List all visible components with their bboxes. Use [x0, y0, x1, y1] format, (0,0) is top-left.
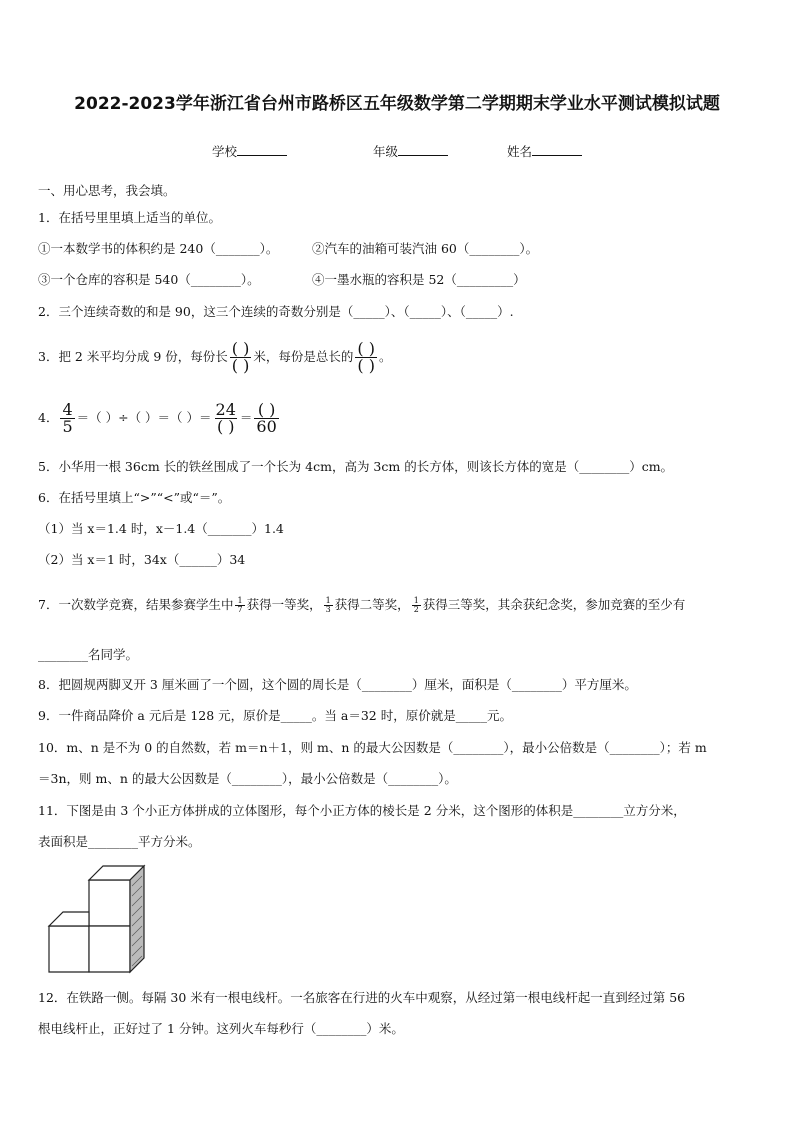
q3 — [38, 337, 391, 377]
page-title: 2022-2023学年浙江省台州市路桥区五年级数学第二学期期末学业水平测试模拟试题 — [74, 94, 720, 114]
q10-line-2: ＝3n，则 m、n 的最大公因数是（________），最小公倍数是（________）。 — [38, 771, 457, 786]
q3-text-pre: 3．把 2 米平均分成 9 份，每份长 — [38, 349, 228, 364]
q7-text-2: 获得一等奖， — [246, 597, 322, 612]
q4-equation: ＝（ ）÷（ ）＝（ ）＝ — [76, 410, 212, 425]
q7-fraction-3 — [412, 597, 421, 614]
q7-f3-numerator: 1 — [413, 595, 419, 605]
q4-fraction-3 — [254, 399, 278, 436]
q7-fraction-1 — [235, 597, 244, 614]
q7-f3-denominator: 2 — [413, 604, 419, 614]
q4-fraction-2 — [214, 399, 238, 436]
q7-f2-numerator: 1 — [325, 595, 331, 605]
q1-stem: 1．在括号里里填上适当的单位。 — [38, 210, 221, 225]
school-field — [212, 143, 287, 160]
q3-blank-denominator[interactable]: ( ) — [231, 355, 250, 375]
q4-f2-denominator[interactable]: ( ) — [216, 416, 235, 436]
q5: 5．小华用一根 36cm 长的铁丝围成了一个长为 4cm，高为 3cm 的长方体，则该长方体的宽是（________）cm。 — [38, 459, 674, 474]
name-blank[interactable] — [532, 143, 582, 156]
school-label: 学校 — [212, 144, 238, 159]
q11-line-1: 11．下图是由 3 个小正方体拼成的立体图形，每个小正方体的棱长是 2 分米，这个图形的体积是________立方分米， — [38, 803, 686, 818]
q7-fraction-2 — [324, 597, 333, 614]
q4-f3-numerator[interactable]: ( ) — [257, 399, 276, 419]
q8: 8．把圆规两脚叉开 3 厘米画了一个圆，这个圆的周长是（________）厘米，面积是（________）平方厘米。 — [38, 677, 637, 692]
grade-field — [373, 143, 448, 160]
q7-line-1 — [38, 592, 685, 618]
q6-item-2: （2）当 x＝1 时，34x（______）34 — [38, 552, 246, 567]
q3-text-mid: 米，每份是总长的 — [253, 349, 354, 364]
q1-item-b: ②汽车的油箱可装汽油 60（________）。 — [312, 241, 539, 256]
q7-text-3: 获得二等奖， — [334, 597, 410, 612]
q6-item-1: （1）当 x＝1.4 时，x－1.4（_______）1.4 — [38, 521, 284, 536]
name-label: 姓名 — [507, 144, 533, 159]
school-blank[interactable] — [237, 143, 287, 156]
q1-item-a: ①一本数学书的体积约是 240（_______）。 — [38, 241, 279, 256]
q4 — [38, 398, 281, 438]
q7-f2-denominator: 3 — [325, 604, 331, 614]
q4-equals: ＝ — [239, 410, 253, 425]
q12-line-1: 12．在铁路一侧。每隔 30 米有一根电线杆。一名旅客在行进的火车中观察，从经过第一根电线杆起一直到经过第 56 — [38, 990, 686, 1005]
q9: 9．一件商品降价 a 元后是 128 元，原价是_____。当 a＝32 时，原价就是_____元。 — [38, 708, 512, 723]
q6-stem: 6．在括号里填上“>”“<”或“＝”。 — [38, 490, 231, 505]
q1-item-c: ③一个仓库的容积是 540（________）。 — [38, 272, 260, 287]
q4-f2-numerator: 24 — [215, 399, 236, 419]
q4-f1-denominator: 5 — [62, 416, 73, 436]
q3-fraction-part — [355, 338, 377, 375]
q7-line-2: ________名同学。 — [38, 647, 139, 662]
q4-fraction-1 — [60, 399, 74, 436]
q4-f3-denominator: 60 — [256, 416, 277, 436]
q3-blank-numerator[interactable]: ( ) — [231, 338, 250, 358]
q7-text-1: 7．一次数学竞赛，结果参赛学生中 — [38, 597, 234, 612]
grade-label: 年级 — [373, 144, 399, 159]
q7-text-4: 获得三等奖，其余获纪念奖，参加竞赛的至少有 — [422, 597, 686, 612]
q4-f1-numerator: 4 — [62, 399, 73, 419]
q3-fraction-length — [230, 338, 252, 375]
q2: 2．三个连续奇数的和是 90，这三个连续的奇数分别是（_____）、（_____）、（_____）. — [38, 304, 514, 319]
q7-f1-numerator: 1 — [237, 595, 243, 605]
name-field — [507, 143, 582, 160]
q7-f1-denominator: 7 — [237, 604, 243, 614]
q10-line-1: 10．m、n 是不为 0 的自然数，若 m＝n＋1，则 m、n 的最大公因数是（________），最小公倍数是（________）；若 m — [38, 740, 707, 755]
q3-blank-numerator-2[interactable]: ( ) — [357, 338, 375, 358]
cube-figure — [46, 862, 150, 974]
grade-blank[interactable] — [398, 143, 448, 156]
q12-line-2: 根电线杆止，正好过了 1 分钟。这列火车每秒行（________）米。 — [38, 1021, 404, 1036]
q1-item-d: ④一墨水瓶的容积是 52（_________） — [312, 272, 526, 287]
q3-text-end: 。 — [378, 349, 392, 364]
q4-number: 4． — [38, 410, 59, 425]
section-heading: 一、用心思考，我会填。 — [38, 183, 176, 198]
q3-blank-denominator-2[interactable]: ( ) — [357, 355, 375, 375]
q11-line-2: 表面积是________平方分米。 — [38, 834, 201, 849]
